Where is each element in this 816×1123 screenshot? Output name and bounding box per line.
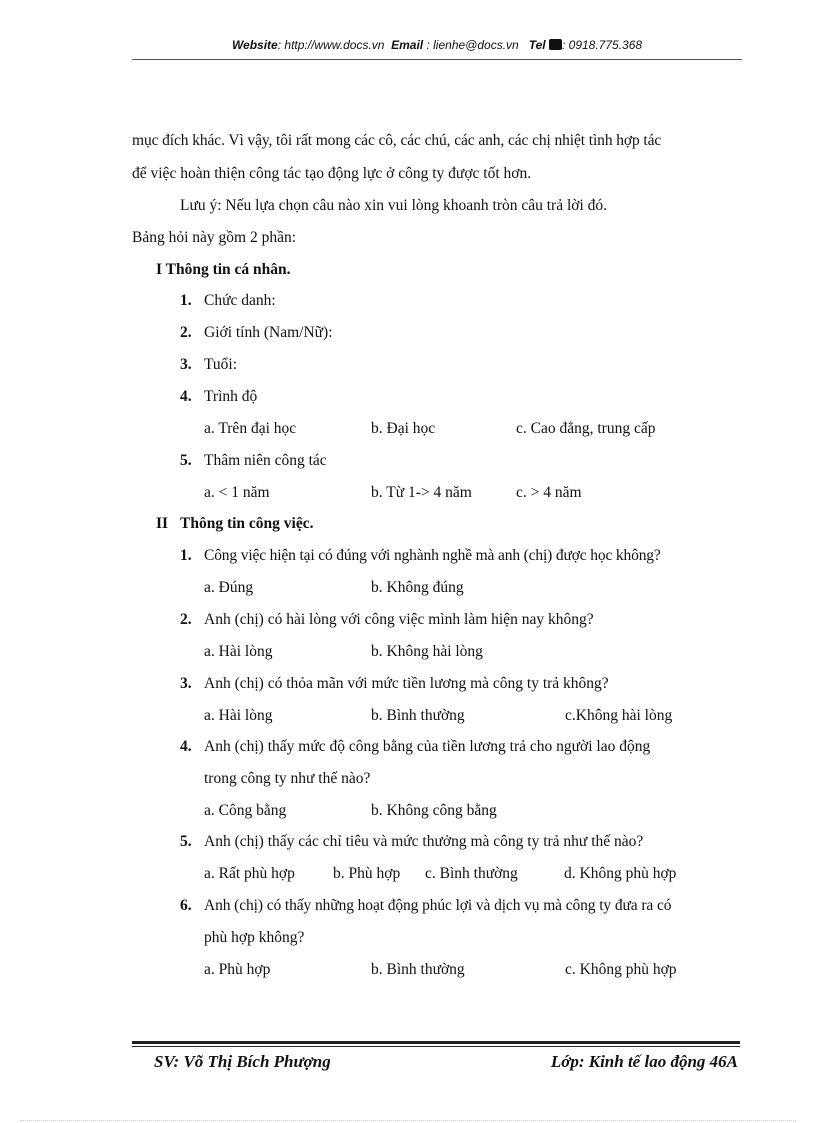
footer-student: SV: Võ Thị Bích Phượng xyxy=(154,1052,331,1071)
s1-item1-text: Chức danh: xyxy=(204,292,276,309)
email-value: : lienhe@docs.vn xyxy=(423,38,519,52)
footer-divider-thick xyxy=(132,1041,740,1044)
page-edge xyxy=(20,1120,796,1121)
section1-title: I Thông tin cá nhân. xyxy=(156,261,291,278)
tel-label: Tel xyxy=(528,38,546,52)
s1-item2-text: Giới tính (Nam/Nữ): xyxy=(204,324,333,341)
page-header xyxy=(132,38,742,52)
s2-item6-option-a: a. Phù hợp xyxy=(204,961,271,978)
s2-item4-option-b: b. Không công bằng xyxy=(371,802,497,819)
phone-icon xyxy=(549,39,562,50)
intro-line-1: mục đích khác. Vì vậy, tôi rất mong các cô, các chú, các anh, các chị nhiệt tình hợp tác xyxy=(132,132,662,149)
s2-item6-option-c: c. Không phù hợp xyxy=(565,961,677,978)
s2-item6-option-b: b. Bình thường xyxy=(371,961,465,978)
s1-item5-option-b: b. Từ 1-> 4 năm xyxy=(371,484,472,501)
s2-item2-num: 2. xyxy=(180,611,192,628)
s1-item4-num: 4. xyxy=(180,388,192,405)
s2-item1-option-a: a. Đúng xyxy=(204,579,254,596)
s2-item3-option-c: c.Không hài lòng xyxy=(565,707,673,724)
parts-line: Bảng hỏi này gồm 2 phần: xyxy=(132,229,297,246)
s1-item5-option-a: a. < 1 năm xyxy=(204,484,270,501)
intro-line-2: để việc hoàn thiện công tác tạo động lực ở công ty được tốt hơn. xyxy=(132,165,532,182)
s2-item5-option-a: a. Rất phù hợp xyxy=(204,865,295,882)
s2-item1-num: 1. xyxy=(180,547,192,564)
s2-item2-option-b: b. Không hài lòng xyxy=(371,643,483,660)
section2-title: Thông tin công việc. xyxy=(180,515,314,532)
s2-item6-num: 6. xyxy=(180,897,192,914)
s1-item3-num: 3. xyxy=(180,356,192,373)
s2-item6-text: Anh (chị) có thấy những hoạt động phúc lợi và dịch vụ mà công ty đưa ra có xyxy=(204,897,672,914)
s1-item1-num: 1. xyxy=(180,292,192,309)
s2-item4-num: 4. xyxy=(180,738,192,755)
email-label: Email xyxy=(391,38,424,52)
note-line: Lưu ý: Nếu lựa chọn câu nào xin vui lòng khoanh tròn câu trả lời đó. xyxy=(180,197,608,214)
footer-divider-thin xyxy=(132,1046,740,1047)
s2-item4-text-cont: trong công ty như thế nào? xyxy=(204,770,371,787)
s2-item2-option-a: a. Hài lòng xyxy=(204,643,273,660)
s2-item5-text: Anh (chị) thấy các chỉ tiêu và mức thưởng mà công ty trả như thế nào? xyxy=(204,833,644,850)
website-label: Website xyxy=(231,38,278,52)
s1-item5-text: Thâm niên công tác xyxy=(204,452,327,469)
s1-item3-text: Tuổi: xyxy=(204,356,238,373)
website-value: : http://www.docs.vn xyxy=(277,38,385,52)
s2-item4-option-a: a. Công bằng xyxy=(204,802,287,819)
s2-item2-text: Anh (chị) có hài lòng với công việc mình làm hiện nay không? xyxy=(204,611,594,628)
s2-item5-option-c: c. Bình thường xyxy=(425,865,518,882)
s1-item4-option-c: c. Cao đẳng, trung cấp xyxy=(516,420,656,437)
s1-item2-num: 2. xyxy=(180,324,192,341)
s2-item1-option-b: b. Không đúng xyxy=(371,579,464,596)
s2-item3-option-b: b. Bình thường xyxy=(371,707,465,724)
s2-item5-option-b: b. Phù hợp xyxy=(333,865,401,882)
s1-item4-option-a: a. Trên đại học xyxy=(204,420,297,437)
footer-class: Lớp: Kinh tế lao động 46A xyxy=(550,1052,738,1071)
s1-item5-option-c: c. > 4 năm xyxy=(516,484,582,501)
s2-item3-num: 3. xyxy=(180,675,192,692)
s1-item4-text: Trình độ xyxy=(204,388,258,405)
section2-roman: II xyxy=(156,515,169,532)
s2-item5-option-d: d. Không phù hợp xyxy=(564,865,677,882)
tel-value: : 0918.775.368 xyxy=(561,38,643,52)
s2-item6-text-cont: phù hợp không? xyxy=(204,929,305,946)
s2-item3-text: Anh (chị) có thỏa mãn với mức tiền lương mà công ty trả không? xyxy=(204,675,609,692)
s2-item3-option-a: a. Hài lòng xyxy=(204,707,273,724)
s2-item5-num: 5. xyxy=(180,833,192,850)
s1-item5-num: 5. xyxy=(180,452,192,469)
header-divider xyxy=(132,59,742,60)
s2-item4-text: Anh (chị) thấy mức độ công bằng của tiền lương trả cho người lao động xyxy=(204,738,651,755)
s2-item1-text: Công việc hiện tại có đúng với nghành nghề mà anh (chị) được học không? xyxy=(204,547,661,564)
s1-item4-option-b: b. Đại học xyxy=(371,420,436,437)
